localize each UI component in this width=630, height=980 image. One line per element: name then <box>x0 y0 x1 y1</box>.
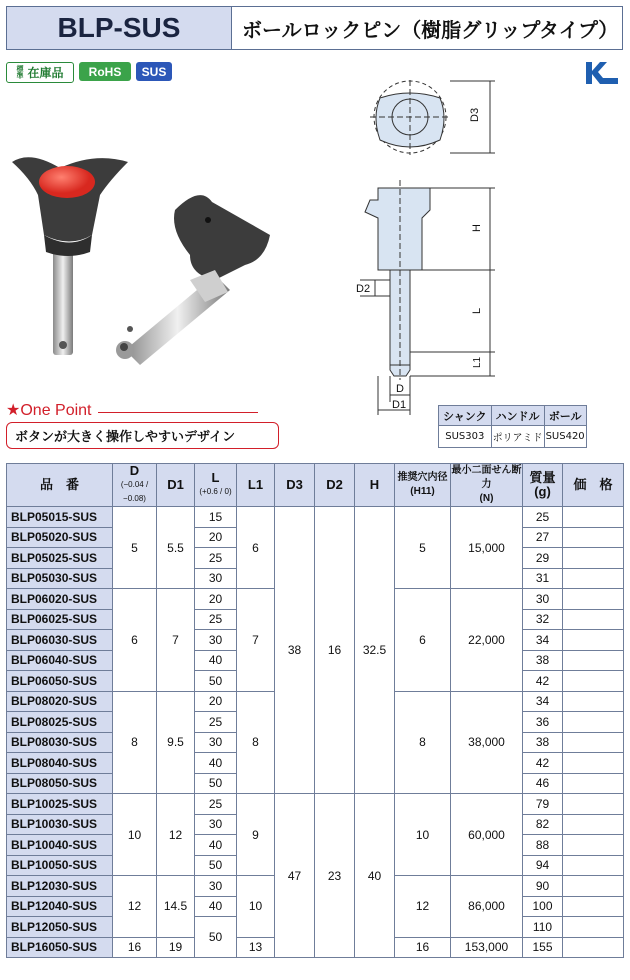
cell-d: 10 <box>113 794 157 876</box>
cell-price <box>563 691 624 712</box>
col-header-price: 価 格 <box>563 464 624 507</box>
cell-mass: 42 <box>523 671 563 692</box>
dim-l: L <box>471 307 483 314</box>
cell-price <box>563 650 624 671</box>
one-point-title: ★One Point <box>6 402 92 419</box>
cell-price <box>563 937 624 958</box>
cell-mass: 30 <box>523 589 563 610</box>
cell-l: 50 <box>195 855 237 876</box>
cell-price <box>563 568 624 589</box>
part-code: BLP05020-SUS <box>7 527 113 548</box>
cell-hole: 6 <box>395 589 451 692</box>
one-point-note <box>6 400 279 449</box>
cell-price <box>563 589 624 610</box>
cell-force: 15,000 <box>451 507 523 589</box>
part-code: BLP12030-SUS <box>7 876 113 897</box>
cell-price <box>563 630 624 651</box>
cell-mass: 25 <box>523 507 563 528</box>
col-header-d3: D3 <box>275 464 315 507</box>
cell-price <box>563 917 624 938</box>
cell-mass: 90 <box>523 876 563 897</box>
table-row <box>7 794 624 815</box>
cell-price <box>563 835 624 856</box>
cell-price <box>563 753 624 774</box>
cell-d1: 7 <box>157 589 195 692</box>
title-bar <box>6 6 623 50</box>
cell-force: 60,000 <box>451 794 523 876</box>
cell-d2: 16 <box>315 507 355 794</box>
cell-l: 25 <box>195 794 237 815</box>
part-code: BLP08030-SUS <box>7 732 113 753</box>
cell-d: 5 <box>113 507 157 589</box>
part-code: BLP08040-SUS <box>7 753 113 774</box>
material-table <box>438 405 587 448</box>
cell-h: 32.5 <box>355 507 395 794</box>
cell-d1: 19 <box>157 937 195 958</box>
dimension-drawing <box>330 70 630 425</box>
cell-price <box>563 794 624 815</box>
cell-price <box>563 876 624 897</box>
material-value-shank: SUS303 <box>439 426 492 448</box>
cell-d1: 5.5 <box>157 507 195 589</box>
cell-l: 40 <box>195 753 237 774</box>
cell-d1: 9.5 <box>157 691 195 794</box>
cell-mass: 155 <box>523 937 563 958</box>
cell-mass: 27 <box>523 527 563 548</box>
dim-d1: D1 <box>392 399 407 411</box>
cell-d1: 12 <box>157 794 195 876</box>
cell-d1: 14.5 <box>157 876 195 938</box>
material-header-shank: シャンク <box>439 406 492 426</box>
col-header-h: H <box>355 464 395 507</box>
part-code: BLP06030-SUS <box>7 630 113 651</box>
cell-mass: 34 <box>523 630 563 651</box>
cell-mass: 38 <box>523 650 563 671</box>
cell-mass: 31 <box>523 568 563 589</box>
cell-l1: 7 <box>237 589 275 692</box>
part-code: BLP06050-SUS <box>7 671 113 692</box>
cell-h: 40 <box>355 794 395 958</box>
cell-mass: 82 <box>523 814 563 835</box>
cell-mass: 29 <box>523 548 563 569</box>
cell-l: 40 <box>195 835 237 856</box>
stock-badge <box>6 62 74 83</box>
dim-d: D <box>396 383 404 395</box>
cell-l: 50 <box>195 671 237 692</box>
cell-price <box>563 896 624 917</box>
cell-price <box>563 855 624 876</box>
cell-l: 50 <box>195 773 237 794</box>
cell-l: 20 <box>195 589 237 610</box>
cell-price <box>563 732 624 753</box>
cell-force: 38,000 <box>451 691 523 794</box>
part-code: BLP05025-SUS <box>7 548 113 569</box>
material-header-handle: ハンドル <box>491 406 544 426</box>
cell-l: 25 <box>195 712 237 733</box>
part-code: BLP10025-SUS <box>7 794 113 815</box>
col-header-code: 品 番 <box>7 464 113 507</box>
cell-l: 20 <box>195 527 237 548</box>
table-row <box>7 507 624 528</box>
col-header-d1: D1 <box>157 464 195 507</box>
cell-mass: 100 <box>523 896 563 917</box>
sus-badge: SUS <box>136 62 172 81</box>
dim-l1: L1 <box>472 356 483 368</box>
material-value-ball: SUS420 <box>544 426 586 448</box>
spec-table <box>6 463 624 958</box>
part-code: BLP08025-SUS <box>7 712 113 733</box>
cell-l1: 13 <box>237 937 275 958</box>
stock-badge-small: 標準 <box>16 64 24 80</box>
cell-d: 16 <box>113 937 157 958</box>
cell-l: 15 <box>195 507 237 528</box>
part-code: BLP05015-SUS <box>7 507 113 528</box>
part-code: BLP10050-SUS <box>7 855 113 876</box>
part-code: BLP16050-SUS <box>7 937 113 958</box>
cell-price <box>563 773 624 794</box>
cell-d: 12 <box>113 876 157 938</box>
col-header-d2: D2 <box>315 464 355 507</box>
cell-l: 50 <box>195 917 237 958</box>
col-header-d: D (−0.04 / −0.08) <box>113 464 157 507</box>
cell-mass: 42 <box>523 753 563 774</box>
part-code: BLP10030-SUS <box>7 814 113 835</box>
cell-l1: 10 <box>237 876 275 938</box>
rohs-badge: RoHS <box>79 62 131 81</box>
cell-mass: 79 <box>523 794 563 815</box>
cell-price <box>563 527 624 548</box>
cell-mass: 110 <box>523 917 563 938</box>
part-code: BLP06020-SUS <box>7 589 113 610</box>
cell-price <box>563 609 624 630</box>
cell-price <box>563 814 624 835</box>
cell-price <box>563 507 624 528</box>
cell-l: 30 <box>195 568 237 589</box>
dim-d2: D2 <box>356 283 371 295</box>
cell-l: 30 <box>195 814 237 835</box>
part-code: BLP08050-SUS <box>7 773 113 794</box>
cell-hole: 12 <box>395 876 451 938</box>
part-code: BLP12050-SUS <box>7 917 113 938</box>
cell-d2: 23 <box>315 794 355 958</box>
cell-price <box>563 712 624 733</box>
cell-l: 20 <box>195 691 237 712</box>
cell-l: 30 <box>195 630 237 651</box>
cell-mass: 36 <box>523 712 563 733</box>
cell-l: 25 <box>195 548 237 569</box>
cell-l1: 6 <box>237 507 275 589</box>
cell-l: 30 <box>195 732 237 753</box>
cell-mass: 94 <box>523 855 563 876</box>
cell-force: 153,000 <box>451 937 523 958</box>
part-code: BLP10040-SUS <box>7 835 113 856</box>
cell-mass: 46 <box>523 773 563 794</box>
product-photo <box>0 140 300 380</box>
col-header-hole: 推奨穴内径 (H11) <box>395 464 451 507</box>
part-code: BLP05030-SUS <box>7 568 113 589</box>
cell-price <box>563 548 624 569</box>
cell-hole: 8 <box>395 691 451 794</box>
cell-force: 86,000 <box>451 876 523 938</box>
cell-l1: 8 <box>237 691 275 794</box>
cell-hole: 10 <box>395 794 451 876</box>
cell-mass: 88 <box>523 835 563 856</box>
part-code: BLP06040-SUS <box>7 650 113 671</box>
cell-d3: 38 <box>275 507 315 794</box>
cell-force: 22,000 <box>451 589 523 692</box>
cell-mass: 34 <box>523 691 563 712</box>
product-title: ボールロックピン（樹脂グリップタイプ） <box>242 17 619 42</box>
col-header-mass: 質量 (g) <box>523 464 563 507</box>
cell-l: 40 <box>195 650 237 671</box>
dim-h: H <box>471 224 483 232</box>
col-header-force: 最小二面せん断力 (N) <box>451 464 523 507</box>
cell-hole: 5 <box>395 507 451 589</box>
dim-d3: D3 <box>469 107 481 122</box>
material-value-handle: ポリアミド <box>491 426 544 448</box>
col-header-l1: L1 <box>237 464 275 507</box>
cell-hole: 16 <box>395 937 451 958</box>
cell-mass: 32 <box>523 609 563 630</box>
col-header-l: L (+0.6 / 0) <box>195 464 237 507</box>
cell-mass: 38 <box>523 732 563 753</box>
cell-l: 30 <box>195 876 237 897</box>
part-code: BLP12040-SUS <box>7 896 113 917</box>
product-code: BLP-SUS <box>7 7 232 49</box>
stock-badge-label: 在庫品 <box>27 66 64 80</box>
cell-l: 40 <box>195 896 237 917</box>
cell-l: 25 <box>195 609 237 630</box>
part-code: BLP06025-SUS <box>7 609 113 630</box>
cell-l1: 9 <box>237 794 275 876</box>
one-point-text: ボタンが大きく操作しやすいデザイン <box>6 422 279 449</box>
cell-d3: 47 <box>275 794 315 958</box>
cell-d: 8 <box>113 691 157 794</box>
material-header-ball: ボール <box>544 406 586 426</box>
part-code: BLP08020-SUS <box>7 691 113 712</box>
cell-d: 6 <box>113 589 157 692</box>
cell-price <box>563 671 624 692</box>
badge-row <box>6 62 172 83</box>
